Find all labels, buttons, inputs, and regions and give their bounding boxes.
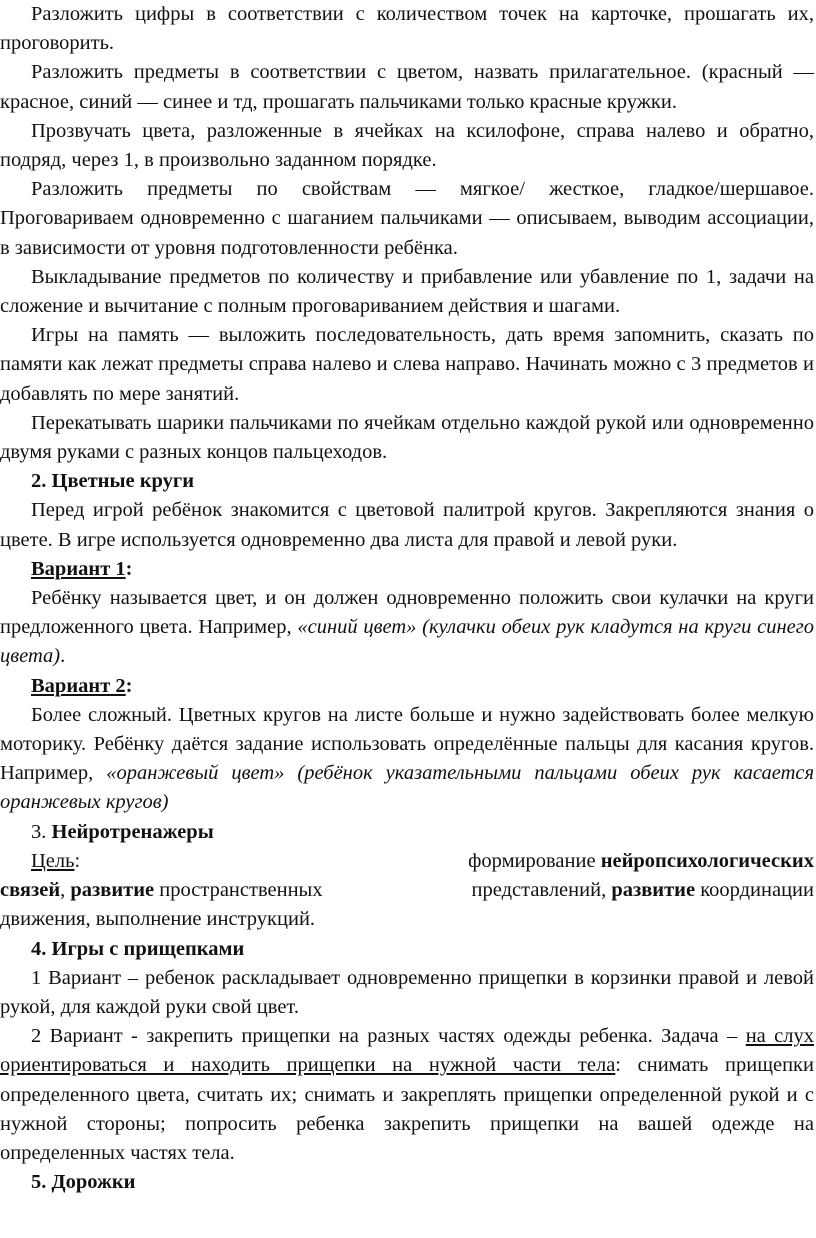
variant-2-end: : снимать прищепки определенного цвета, считать их; снимать и закреплять прищепки определенной рукой и с нужной стороны; попросить ребенка закрепить прищепки на вашей одежде на определенных частях тела.: [0, 1054, 814, 1164]
paragraph-memory-games: Игры на память — выложить последовательность, дать время запомнить, сказать по памяти как лежат предметы справа налево и слева направо. Начинать можно с 3 предметов и добавлять по мере занятий.: [0, 324, 814, 405]
goal-line-2: [0, 876, 816, 905]
variant-1-body: Ребёнку называется цвет, и он должен одновременно положить свои кулачки на круги предложенного цвета. Например,: [0, 587, 814, 639]
goal-text-5: координации: [695, 879, 814, 902]
goal-bold-3: развитие: [70, 879, 155, 902]
paragraph-counting: Выкладывание предметов по количеству и прибавление или убавление по 1, задачи на сложение и вычитание с полным проговариванием действия и шагами.: [0, 265, 814, 318]
paragraph-properties: Разложить предметы по свойствам — мягкое/ жесткое, гладкое/шершавое. Проговариваем одновременно с шаганием пальчиками — описываем, выводим ассоциации, в зависимости от уровня подготовленности ребёнка.: [0, 178, 814, 259]
goal-formation: [468, 847, 814, 876]
goal-line-2-left: [0, 876, 323, 905]
variant-2-text: [0, 701, 816, 818]
goal-text-3: пространственных: [154, 879, 323, 902]
goal-text-4: представлений,: [471, 879, 612, 902]
section-3-number: 3.: [31, 820, 52, 843]
section-3-title: Нейротренажеры: [51, 820, 214, 843]
paragraph-rolling-balls: Перекатывать шарики пальчиками по ячейкам отдельно каждой рукой или одновременно двумя руками с разных концов пальцеходов.: [0, 411, 814, 464]
variant-2-start: 2 Вариант - закрепить прищепки на разных частях одежды ребенка. Задача –: [31, 1025, 746, 1048]
variant-1-colon: :: [125, 557, 133, 580]
goal-text-1: формирование: [468, 849, 601, 872]
paragraph-colors: Разложить предметы в соответствии с цветом, назвать прилагательное. (красный — красное, синий — синее и тд, прошагать пальчиками только красные кружки.: [0, 61, 814, 113]
section-5-heading: 5. Дорожки: [31, 1171, 136, 1194]
section-2-heading: 2. Цветные круги: [31, 470, 195, 493]
variant-1-heading: [0, 555, 816, 584]
paragraph-digits: Разложить цифры в соответствии с количеством точек на карточке, прошагать их, проговорить.: [0, 3, 814, 55]
variant-1-text: [0, 584, 816, 672]
goal-bold-1: нейропсихологических: [600, 849, 814, 872]
section-3-heading: [0, 818, 816, 847]
goal-colon: :: [74, 849, 81, 872]
section-3-goal: [0, 847, 816, 935]
section-4-variant-1: 1 Вариант – ребенок раскладывает одновременно прищепки в корзинки правой и левой рукой, для каждой руки свой цвет.: [0, 966, 814, 1018]
variant-2-body: Более сложный. Цветных кругов на листе больше и нужно задействовать более мелкую моторику. Ребёнку даётся задание использовать определённые пальцы для касания кругов. Например,: [0, 703, 814, 785]
goal-label-wrap: [31, 847, 80, 876]
goal-line-1: [0, 847, 816, 876]
goal-line-3: движения, выполнение инструкций.: [0, 908, 316, 931]
paragraph-xylophone: Прозвучать цвета, разложенные в ячейках на ксилофоне, справа налево и обратно, подряд, через 1, в произвольно заданном порядке.: [0, 119, 814, 172]
section-4-variant-2: [0, 1022, 816, 1168]
section-4-heading: 4. Игры с прищепками: [31, 937, 245, 960]
variant-2-label: Вариант 2: [31, 674, 126, 697]
variant-1-end: .: [60, 645, 66, 668]
variant-2-colon: :: [125, 674, 133, 697]
variant-1-example: «синий цвет» (кулачки обеих рук кладутся на круги синего цвета): [0, 616, 814, 668]
section-2-intro: Перед игрой ребёнок знакомится с цветовой палитрой кругов. Закрепляются знания о цвете. В игре используется одновременно два листа для правой и левой руки.: [0, 499, 814, 551]
variant-2-task: на слух ориентироваться и находить прищепки на нужной части тела: [0, 1025, 814, 1077]
goal-label: Цель: [31, 849, 75, 872]
variant-1-label: Вариант 1: [31, 557, 126, 580]
goal-text-2: ,: [60, 879, 71, 902]
goal-line-2-right: [472, 876, 814, 905]
variant-2-example: «оранжевый цвет» (ребёнок указательными пальцами обеих рук касается оранжевых кругов): [0, 762, 814, 814]
goal-bold-4: развитие: [611, 879, 696, 902]
variant-2-heading: [0, 672, 816, 701]
goal-bold-2: связей: [0, 879, 61, 902]
